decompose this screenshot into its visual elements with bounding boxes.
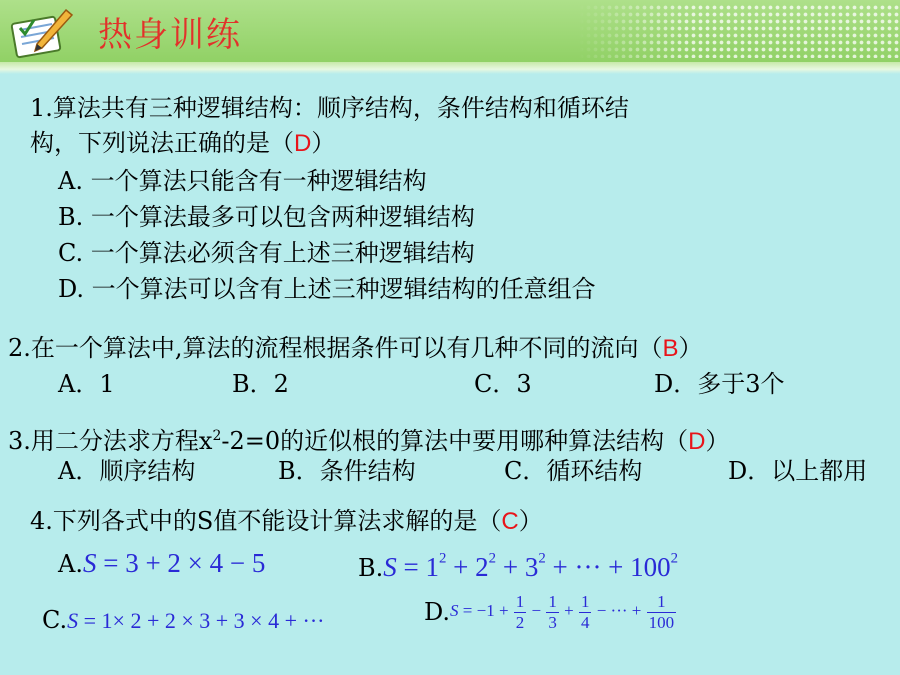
fraction-2-denominator: 3 — [548, 612, 557, 632]
question-3-answer: D — [688, 428, 706, 455]
fraction-4 — [647, 592, 677, 632]
fraction-2 — [546, 592, 559, 632]
term-1-exp: 2 — [439, 550, 447, 567]
question-1-option-a: A. 一个算法只能含有一种逻辑结构 — [58, 167, 427, 195]
option-d-prefix: = −1 + — [462, 600, 509, 620]
option-d-formula: S = −1 + $\frac{1}{2}$ − $\frac{1}{3}$ + $\frac{1}{4}$ − ··· + $\frac{1}{100}$ — [450, 592, 675, 632]
fraction-1-numerator: 1 — [515, 592, 525, 611]
fraction-4-numerator: 1 — [647, 592, 677, 613]
question-1-option-c: C. 一个算法必须含有上述三种逻辑结构 — [58, 239, 475, 267]
option-c-formula — [67, 608, 324, 633]
term-3-base: 3 — [524, 552, 539, 582]
fraction-3-numerator: 1 — [580, 592, 590, 611]
formula-var: S — [450, 600, 459, 620]
fraction-2-numerator: 1 — [548, 592, 557, 611]
question-1-stem: 构，下列说法正确的是（ — [30, 129, 294, 157]
notepad-pencil-icon — [8, 6, 74, 62]
question-2-stem — [8, 333, 703, 364]
option-b-label: B. — [358, 554, 384, 582]
question-4-option-d — [424, 592, 677, 632]
question-4-text: 4.下列各式中的S值不能设计算法求解的是（ — [30, 507, 502, 535]
term-4-base: 100 — [630, 552, 671, 582]
dot-pattern — [578, 4, 900, 58]
question-2-answer: B — [662, 335, 679, 362]
fraction-1 — [514, 592, 527, 632]
question-4-stem — [30, 506, 543, 537]
page-title: 热身训练 — [98, 15, 242, 55]
question-2-option-d: D．多于3个 — [654, 370, 785, 398]
question-4-option-a — [58, 548, 265, 579]
question-4-option-c — [42, 605, 324, 636]
fraction-1-denominator: 2 — [515, 612, 525, 632]
question-1-close: ） — [311, 129, 336, 157]
question-3-exponent: 2 — [212, 428, 222, 444]
question-3-option-d: D．以上都用 — [728, 457, 868, 485]
question-1-option-d: D. 一个算法可以含有上述三种逻辑结构的任意组合 — [58, 275, 596, 303]
fraction-3-denominator: 4 — [580, 612, 590, 632]
question-3-option-b: B．条件结构 — [278, 457, 416, 485]
question-3-text-rest: -2=0的近似根的算法中要用哪种算法结构（ — [221, 427, 689, 455]
title-bar — [0, 0, 900, 66]
question-3-stem — [8, 421, 729, 457]
formula-var: S — [383, 552, 397, 582]
question-1-option-b: B. 一个算法最多可以包含两种逻辑结构 — [58, 203, 475, 231]
term-2-base: 2 — [475, 552, 489, 582]
term-4-exp: 2 — [670, 550, 679, 567]
option-d-label: D. — [424, 598, 451, 627]
question-2-close: ） — [678, 334, 703, 362]
question-3-option-c: C．循环结构 — [504, 457, 643, 485]
term-2-exp: 2 — [488, 550, 497, 567]
question-4-option-b — [358, 552, 678, 583]
formula-var: S — [67, 608, 79, 633]
fraction-3 — [579, 592, 592, 632]
question-1-line-2 — [30, 128, 335, 159]
question-2-text: 2.在一个算法中,算法的流程根据条件可以有几种不同的流向（ — [8, 334, 663, 362]
term-3-exp: 2 — [538, 550, 546, 567]
option-a-label: A. — [58, 550, 83, 578]
question-3-close: ） — [705, 427, 730, 455]
term-1-base: 1 — [425, 552, 439, 582]
question-4-close: ） — [518, 507, 543, 535]
question-2-option-c: C．3 — [474, 370, 532, 398]
title-divider — [0, 62, 900, 74]
option-c-expression: = 1× 2 + 2 × 3 + 3 × 4 + ··· — [83, 608, 325, 633]
question-1-answer: D — [294, 130, 312, 157]
question-1-line-1: 1.算法共有三种逻辑结构：顺序结构，条件结构和循环结 — [30, 94, 629, 122]
option-a-formula — [83, 548, 265, 578]
question-2-option-a: A．1 — [58, 370, 115, 398]
option-a-expression: = 3 + 2 × 4 − 5 — [103, 548, 266, 578]
formula-var: S — [82, 548, 97, 578]
option-c-label: C. — [42, 606, 68, 634]
fraction-4-denominator: 100 — [648, 612, 675, 632]
question-4-answer: C — [501, 508, 519, 535]
question-3-text: 3.用二分法求方程x — [8, 427, 213, 455]
question-2-option-b: B．2 — [232, 370, 289, 398]
question-3-option-a: A．顺序结构 — [58, 457, 196, 485]
option-b-formula: $S = 1^2 + 2^2 + 3^2$ + ··· + $100^2$ — [383, 550, 679, 582]
